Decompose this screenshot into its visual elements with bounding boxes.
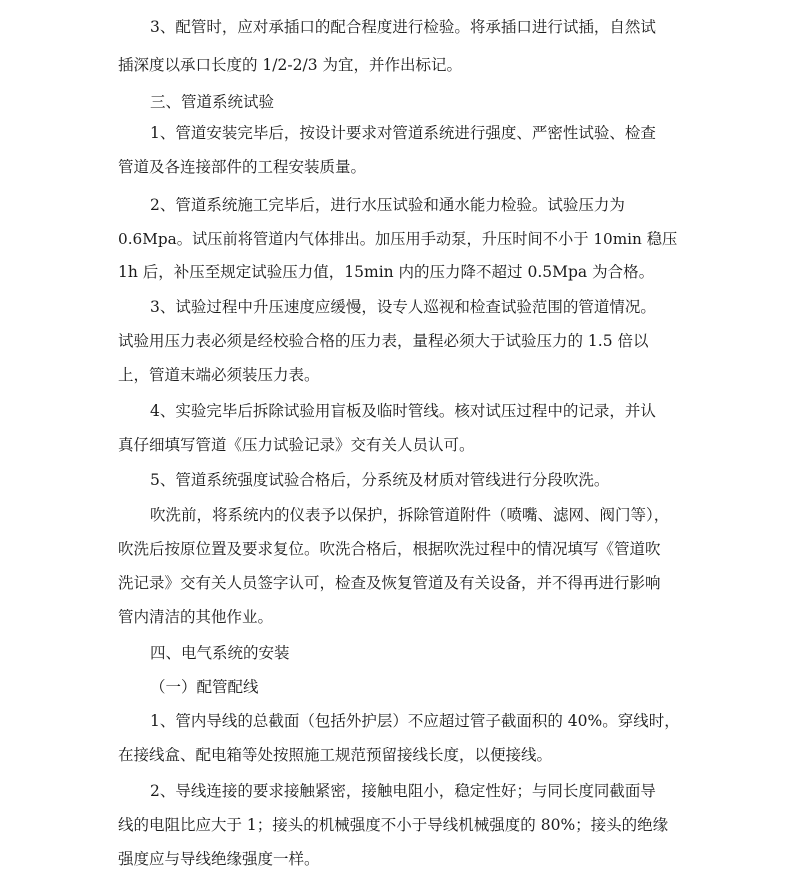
paragraph-line: 1、管道安装完毕后，按设计要求对管道系统进行强度、严密性试验、检查 <box>150 124 656 142</box>
paragraph-line: 试验用压力表必须是经校验合格的压力表，量程必须大于试验压力的 1.5 倍以 <box>118 332 649 350</box>
paragraph-line: 吹洗前，将系统内的仪表予以保护，拆除管道附件（喷嘴、滤网、阀门等）， <box>150 506 670 524</box>
paragraph-line: 线的电阻比应大于 1；接头的机械强度不小于导线机械强度的 80%；接头的绝缘 <box>118 816 669 834</box>
paragraph-line: 管内清洁的其他作业。 <box>118 608 274 626</box>
paragraph-line: 0.6Mpa。试压前将管道内气体排出。加压用手动泵，升压时间不小于 10min 稳压 <box>118 230 678 248</box>
paragraph-line: 4、实验完毕后拆除试验用盲板及临时管线。核对试压过程中的记录，并认 <box>150 402 656 420</box>
paragraph-line: 5、管道系统强度试验合格后，分系统及材质对管线进行分段吹洗。 <box>150 471 610 489</box>
paragraph-line: 管道及各连接部件的工程安装质量。 <box>118 158 367 176</box>
subsection-heading: （一）配管配线 <box>150 678 259 696</box>
paragraph-line: 3、配管时，应对承插口的配合程度进行检验。将承插口进行试插，自然试 <box>150 18 656 36</box>
paragraph-line: 洗记录》交有关人员签字认可，检查及恢复管道及有关设备，并不得再进行影响 <box>118 574 661 592</box>
paragraph-line: 真仔细填写管道《压力试验记录》交有关人员认可。 <box>118 436 475 454</box>
paragraph-line: 3、试验过程中升压速度应缓慢，设专人巡视和检查试验范围的管道情况。 <box>150 298 656 316</box>
paragraph-line: 1、管内导线的总截面（包括外护层）不应超过管子截面积的 40%。穿线时， <box>150 712 680 730</box>
paragraph-line: 1h 后，补压至规定试验压力值，15min 内的压力降不超过 0.5Mpa 为合格。 <box>118 263 655 281</box>
paragraph-line: 强度应与导线绝缘强度一样。 <box>118 850 320 868</box>
paragraph-line: 吹洗后按原位置及要求复位。吹洗合格后，根据吹洗过程中的情况填写《管道吹 <box>118 540 661 558</box>
paragraph-line: 2、导线连接的要求接触紧密，接触电阻小，稳定性好；与同长度同截面导 <box>150 782 656 800</box>
paragraph-line: 插深度以承口长度的 1/2-2/3 为宜，并作出标记。 <box>118 56 462 74</box>
paragraph-line: 2、管道系统施工完毕后，进行水压试验和通水能力检验。试验压力为 <box>150 196 625 214</box>
paragraph-line: 上，管道末端必须装压力表。 <box>118 366 320 384</box>
paragraph-line: 在接线盒、配电箱等处按照施工规范预留接线长度，以便接线。 <box>118 746 553 764</box>
section-heading: 三、管道系统试验 <box>150 93 275 111</box>
section-heading: 四、电气系统的安装 <box>150 644 290 662</box>
